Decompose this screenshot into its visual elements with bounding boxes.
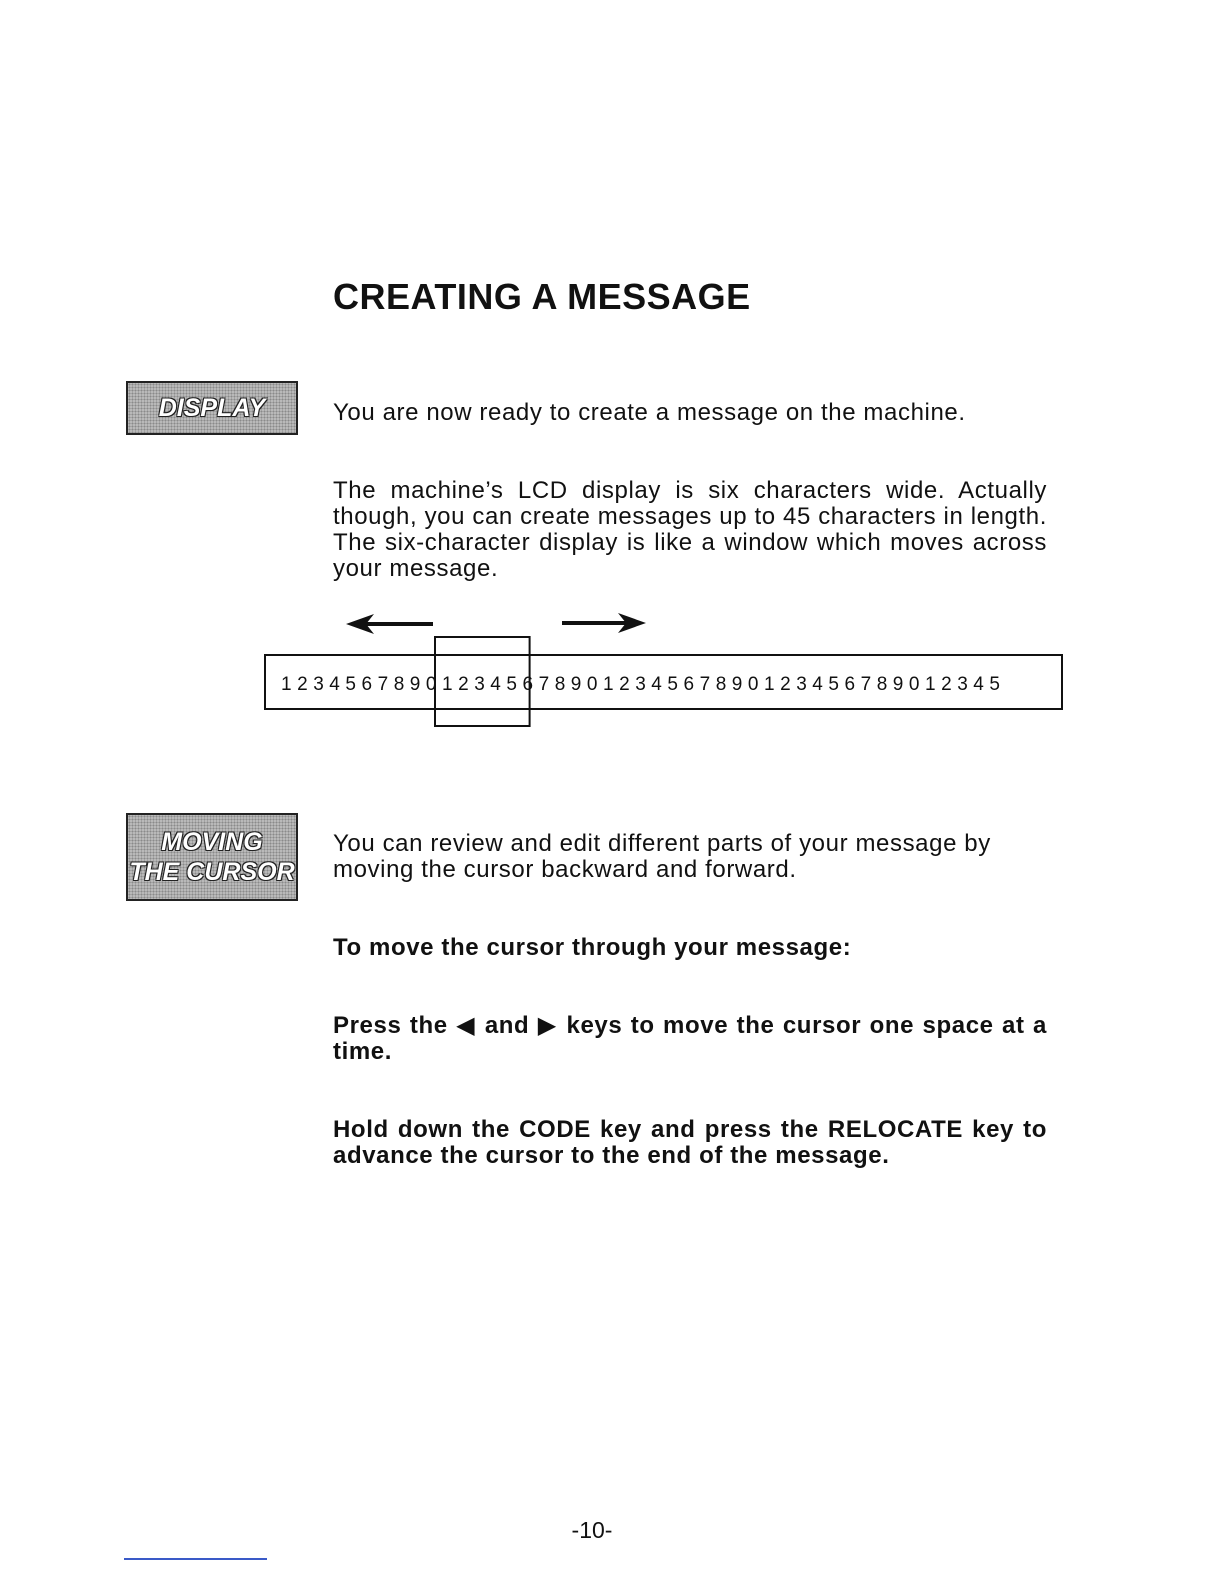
strip-char: 9 — [570, 674, 582, 695]
step1-mid: and — [484, 1012, 530, 1039]
strip-char: 3 — [635, 674, 646, 695]
strip-char: 1 — [764, 674, 775, 695]
strip-char: 6 — [683, 674, 695, 695]
strip-char: 3 — [796, 674, 807, 695]
strip-char: 8 — [715, 674, 727, 695]
strip-char: 1 — [442, 674, 453, 695]
display-window-svg — [262, 608, 1066, 732]
strip-char: 7 — [860, 674, 872, 695]
strip-char: 4 — [651, 674, 662, 695]
strip-char: 7 — [538, 674, 550, 695]
strip-char: 8 — [393, 674, 405, 695]
right-key-icon: ▶ — [537, 1012, 559, 1039]
strip-char: 4 — [973, 674, 984, 695]
strip-char: 0 — [747, 674, 759, 695]
display-intro: You are now ready to create a message on the machine. — [333, 399, 966, 426]
strip-char: 8 — [876, 674, 888, 695]
strip-char: 9 — [409, 674, 421, 695]
strip-char: 6 — [844, 674, 856, 695]
strip-char: 5 — [828, 674, 839, 695]
strip-char: 6 — [361, 674, 373, 695]
left-key-icon: ◀ — [456, 1012, 477, 1039]
strip-char: 9 — [731, 674, 743, 695]
step1-after: keys to move the cursor one space at a time. — [333, 1012, 1047, 1065]
cursor-intro: You can review and edit different parts of your message by moving the cursor backward and forward. — [333, 830, 991, 883]
strip-char: 1 — [603, 674, 614, 695]
strip-char: 3 — [474, 674, 485, 695]
strip-char: 0 — [425, 674, 437, 695]
step1-before: Press the — [333, 1012, 448, 1039]
strip-char: 4 — [490, 674, 501, 695]
cursor-tab-line2: THE CURSOR — [129, 858, 295, 886]
strip-char: 2 — [297, 674, 308, 695]
strip-char: 2 — [780, 674, 791, 695]
display-description: The machine’s LCD display is six characters wide. Actually though, you can create messages up to 45 characters in length. The six-character display is like a window which moves across your message. — [333, 477, 1047, 582]
cursor-tab-line1: MOVING — [161, 828, 263, 856]
strip-char: 3 — [957, 674, 968, 695]
strip-char: 8 — [554, 674, 566, 695]
strip-char: 2 — [458, 674, 469, 695]
moving-cursor-section-tab — [126, 813, 298, 901]
page-number: -10- — [571, 1517, 613, 1543]
arrow-right-icon — [562, 613, 646, 633]
arrow-left-icon — [346, 614, 433, 634]
strip-char: 1 — [281, 674, 292, 695]
strip-char: 4 — [329, 674, 340, 695]
relocate-instruction: Hold down the CODE key and press the RELOCATE key to advance the cursor to the end of the message. — [333, 1116, 1047, 1169]
arrow-keys-instruction — [333, 1013, 1047, 1065]
message-strip-characters — [281, 674, 1000, 695]
strip-char: 3 — [313, 674, 324, 695]
strip-char: 0 — [586, 674, 598, 695]
page-title: CREATING A MESSAGE — [333, 276, 751, 317]
strip-char: 6 — [522, 674, 534, 695]
strip-char: 5 — [667, 674, 678, 695]
strip-char: 2 — [941, 674, 952, 695]
strip-char: 5 — [989, 674, 1000, 695]
strip-char: 9 — [892, 674, 904, 695]
strip-char: 4 — [812, 674, 823, 695]
strip-char: 7 — [377, 674, 389, 695]
strip-char: 7 — [699, 674, 711, 695]
strip-char: 2 — [619, 674, 630, 695]
strip-char: 5 — [506, 674, 517, 695]
footer-rule — [124, 1558, 267, 1560]
strip-char: 1 — [925, 674, 936, 695]
display-section-tab — [126, 381, 298, 435]
display-tab-label: DISPLAY — [158, 394, 266, 422]
display-window-diagram — [262, 608, 1066, 732]
strip-char: 0 — [908, 674, 920, 695]
strip-char: 5 — [345, 674, 356, 695]
cursor-instructions-heading: To move the cursor through your message: — [333, 934, 852, 961]
